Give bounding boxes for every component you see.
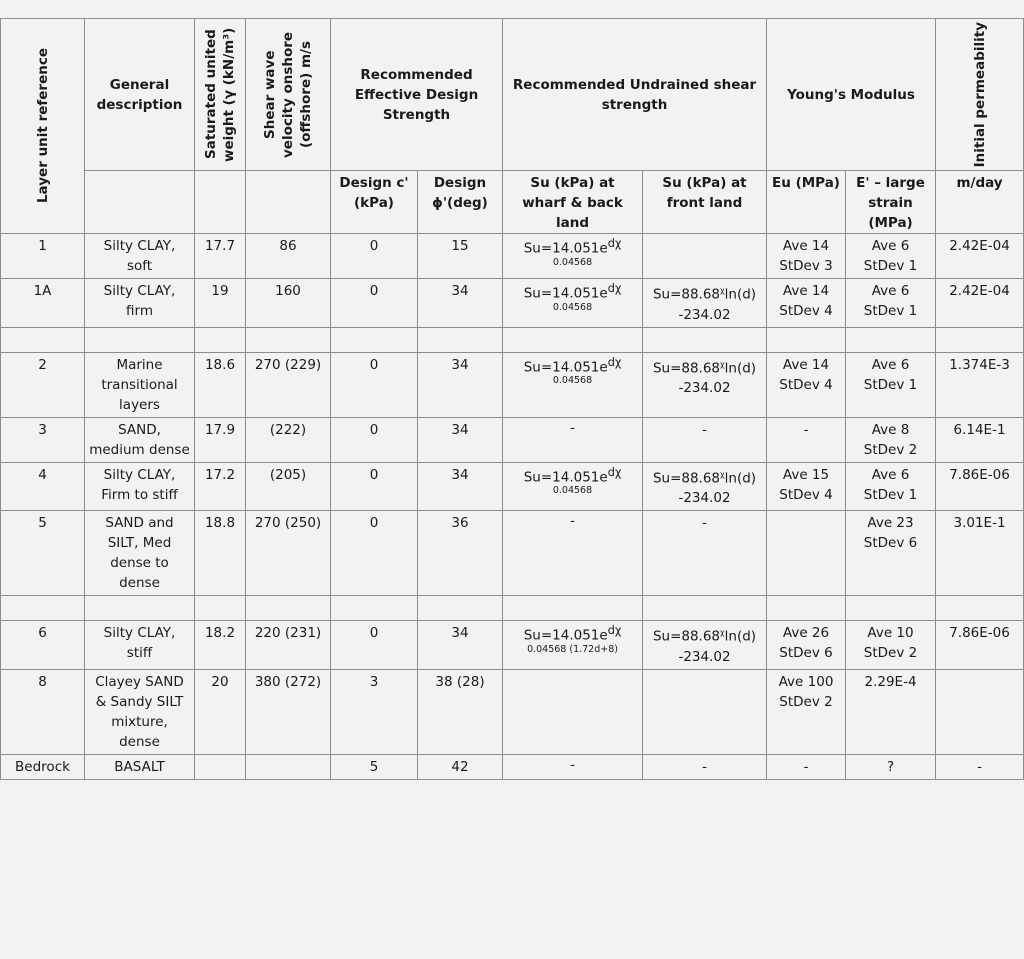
su-wharf-coefficient: 0.04568 — [552, 301, 593, 313]
cell-shear-wave: (222) — [246, 417, 331, 462]
cell-e-large: ? — [846, 754, 936, 779]
cell-su-front — [643, 417, 767, 462]
table-row — [1, 621, 1024, 670]
empty-cell — [936, 596, 1024, 621]
cell-su-front — [643, 669, 767, 754]
cell-design-phi: 36 — [418, 511, 503, 596]
cell-e-large: Ave 23 StDev 6 — [846, 511, 936, 596]
cell-su-front — [643, 754, 767, 779]
cell-su-front — [643, 511, 767, 596]
empty-cell — [195, 327, 246, 352]
cell-eu: Ave 15 StDev 4 — [767, 462, 846, 511]
cell-eu: Ave 26 StDev 6 — [767, 621, 846, 670]
cell-design-c: 0 — [331, 234, 418, 279]
subheader-perm-unit: m/day — [936, 171, 1024, 234]
su-wharf-exponent: dχ — [607, 237, 622, 250]
cell-permeability: 3.01E-1 — [936, 511, 1024, 596]
header-general-description: General description — [85, 19, 195, 171]
cell-su-wharf — [503, 669, 643, 754]
header-youngs-modulus: Young's Modulus — [767, 19, 936, 171]
empty-cell — [85, 596, 195, 621]
cell-su-front — [643, 352, 767, 417]
cell-design-phi: 42 — [418, 754, 503, 779]
cell-layer-ref: 2 — [1, 352, 85, 417]
empty-cell — [643, 327, 767, 352]
su-wharf-coefficient: 0.04568 — [552, 485, 593, 496]
su-wharf-formula: Su=14.051e — [523, 359, 608, 375]
su-wharf-coefficient: 0.04568 — [552, 375, 593, 386]
su-wharf-formula: - — [570, 419, 575, 436]
su-wharf-exponent: dχ — [607, 465, 622, 479]
cell-unit-weight: 20 — [195, 669, 246, 754]
header-effective-strength: Recommended Effective Design Strength — [331, 19, 503, 171]
cell-layer-ref: 3 — [1, 417, 85, 462]
su-front-exponent: χ — [720, 469, 725, 479]
cell-unit-weight: 17.2 — [195, 462, 246, 511]
empty-cell — [767, 327, 846, 352]
subheader-design-c: Design c' (kPa) — [331, 171, 418, 234]
cell-e-large: Ave 6 StDev 1 — [846, 234, 936, 279]
cell-shear-wave — [246, 754, 331, 779]
cell-su-wharf — [503, 621, 643, 670]
su-front-exponent: χ — [720, 286, 725, 295]
su-front-formula: - — [702, 758, 707, 775]
cell-layer-ref: 1A — [1, 279, 85, 328]
subheader-blank-shear — [246, 171, 331, 234]
cell-description: Marine transitional layers — [85, 352, 195, 417]
subheader-e-large: E' – large strain (MPa) — [846, 171, 936, 234]
su-front-exponent: χ — [720, 628, 725, 637]
cell-shear-wave: 86 — [246, 234, 331, 279]
cell-su-front — [643, 234, 767, 279]
su-wharf-exponent: dχ — [607, 355, 622, 369]
su-front-formula: - — [702, 421, 707, 438]
cell-eu: Ave 14 StDev 4 — [767, 279, 846, 328]
cell-design-phi: 34 — [418, 621, 503, 670]
cell-su-wharf — [503, 462, 643, 511]
cell-layer-ref: Bedrock — [1, 754, 85, 779]
empty-cell — [846, 596, 936, 621]
header-unit-weight: Saturated united weight (γ (kN/m³) — [195, 19, 246, 171]
su-wharf-exponent: dχ — [607, 282, 622, 295]
cell-shear-wave: (205) — [246, 462, 331, 511]
cell-su-front — [643, 279, 767, 328]
empty-cell — [331, 327, 418, 352]
empty-cell — [936, 327, 1024, 352]
cell-permeability: 7.86E-06 — [936, 462, 1024, 511]
table-row — [1, 279, 1024, 328]
cell-design-c: 0 — [331, 417, 418, 462]
soil-parameters-table-container — [0, 18, 1024, 780]
cell-unit-weight: 19 — [195, 279, 246, 328]
cell-e-large: Ave 10 StDev 2 — [846, 621, 936, 670]
cell-shear-wave: 270 (229) — [246, 352, 331, 417]
cell-shear-wave: 380 (272) — [246, 669, 331, 754]
cell-permeability — [936, 669, 1024, 754]
header-undrained-strength: Recommended Undrained shear strength — [503, 19, 767, 171]
cell-su-wharf — [503, 279, 643, 328]
cell-design-phi: 34 — [418, 352, 503, 417]
su-front-formula-tail: ln(d) -234.02 — [678, 628, 757, 665]
su-front-formula: Su=88.68 — [652, 628, 721, 645]
subheader-su-wharf: Su (kPa) at wharf & back land — [503, 171, 643, 234]
cell-permeability: 1.374E-3 — [936, 352, 1024, 417]
cell-su-wharf — [503, 417, 643, 462]
su-front-formula-tail: ln(d) -234.02 — [678, 360, 757, 396]
empty-cell — [418, 327, 503, 352]
header-permeability: Initial permeability — [936, 19, 1024, 171]
su-front-formula: Su=88.68 — [652, 286, 721, 303]
cell-design-c: 5 — [331, 754, 418, 779]
spacer-row — [1, 596, 1024, 621]
cell-layer-ref: 5 — [1, 511, 85, 596]
cell-description: Silty CLAY, soft — [85, 234, 195, 279]
cell-eu — [767, 511, 846, 596]
header-shear-wave: Shear wave velocity onshore (offshore) m/s — [246, 19, 331, 171]
su-wharf-exponent: dχ — [607, 624, 622, 637]
table-row — [1, 669, 1024, 754]
su-wharf-formula: Su=14.051e — [523, 240, 608, 257]
cell-design-c: 0 — [331, 511, 418, 596]
su-front-formula-tail: ln(d) -234.02 — [678, 470, 757, 506]
cell-layer-ref: 6 — [1, 621, 85, 670]
empty-cell — [418, 596, 503, 621]
cell-design-c: 0 — [331, 279, 418, 328]
cell-description: SAND, medium dense — [85, 417, 195, 462]
su-wharf-coefficient: 0.04568 — [552, 256, 593, 268]
su-front-formula-tail: ln(d) -234.02 — [678, 286, 757, 323]
cell-design-phi: 15 — [418, 234, 503, 279]
cell-e-large: Ave 8 StDev 2 — [846, 417, 936, 462]
cell-e-large: Ave 6 StDev 1 — [846, 462, 936, 511]
cell-su-front — [643, 621, 767, 670]
cell-unit-weight — [195, 754, 246, 779]
cell-su-wharf — [503, 352, 643, 417]
cell-layer-ref: 4 — [1, 462, 85, 511]
su-wharf-formula: Su=14.051e — [523, 627, 608, 644]
subheader-su-front: Su (kPa) at front land — [643, 171, 767, 234]
table-row — [1, 511, 1024, 596]
cell-permeability: - — [936, 754, 1024, 779]
table-row — [1, 352, 1024, 417]
cell-su-wharf — [503, 511, 643, 596]
cell-su-front — [643, 462, 767, 511]
cell-permeability: 7.86E-06 — [936, 621, 1024, 670]
table-row — [1, 462, 1024, 511]
spacer-row — [1, 327, 1024, 352]
cell-unit-weight: 18.8 — [195, 511, 246, 596]
table-row — [1, 234, 1024, 279]
cell-description: Silty CLAY, Firm to stiff — [85, 462, 195, 511]
empty-cell — [1, 596, 85, 621]
subheader-blank-weight — [195, 171, 246, 234]
table-row — [1, 754, 1024, 779]
su-front-exponent: χ — [720, 359, 725, 369]
empty-cell — [331, 596, 418, 621]
cell-su-wharf — [503, 234, 643, 279]
cell-design-c: 0 — [331, 462, 418, 511]
subheader-blank-desc — [85, 171, 195, 234]
empty-cell — [503, 596, 643, 621]
cell-eu: - — [767, 417, 846, 462]
cell-layer-ref: 8 — [1, 669, 85, 754]
su-front-formula: Su=88.68 — [652, 470, 721, 486]
cell-design-c: 3 — [331, 669, 418, 754]
cell-design-phi: 34 — [418, 279, 503, 328]
su-wharf-formula: Su=14.051e — [523, 285, 608, 302]
empty-cell — [643, 596, 767, 621]
su-wharf-coefficient: 0.04568 (1.72d+8) — [527, 643, 618, 655]
su-wharf-formula: - — [570, 513, 575, 529]
empty-cell — [1, 327, 85, 352]
cell-design-c: 0 — [331, 352, 418, 417]
cell-permeability: 2.42E-04 — [936, 234, 1024, 279]
su-front-formula: Su=88.68 — [652, 360, 721, 376]
cell-description: BASALT — [85, 754, 195, 779]
cell-permeability: 6.14E-1 — [936, 417, 1024, 462]
cell-eu: Ave 100 StDev 2 — [767, 669, 846, 754]
cell-design-phi: 34 — [418, 462, 503, 511]
su-front-formula: - — [702, 515, 707, 531]
empty-cell — [246, 327, 331, 352]
su-wharf-formula: Su=14.051e — [523, 469, 608, 485]
cell-unit-weight: 18.2 — [195, 621, 246, 670]
empty-cell — [195, 596, 246, 621]
cell-description: Clayey SAND & Sandy SILT mixture, dense — [85, 669, 195, 754]
table-row — [1, 417, 1024, 462]
cell-design-phi: 38 (28) — [418, 669, 503, 754]
cell-design-c: 0 — [331, 621, 418, 670]
empty-cell — [503, 327, 643, 352]
cell-layer-ref: 1 — [1, 234, 85, 279]
cell-unit-weight: 17.9 — [195, 417, 246, 462]
cell-shear-wave: 270 (250) — [246, 511, 331, 596]
cell-e-large: Ave 6 StDev 1 — [846, 279, 936, 328]
empty-cell — [767, 596, 846, 621]
cell-eu: Ave 14 StDev 4 — [767, 352, 846, 417]
su-wharf-formula: - — [570, 756, 575, 773]
cell-description: Silty CLAY, stiff — [85, 621, 195, 670]
cell-e-large: Ave 6 StDev 1 — [846, 352, 936, 417]
cell-unit-weight: 17.7 — [195, 234, 246, 279]
subheader-design-phi: Design ϕ'(deg) — [418, 171, 503, 234]
cell-unit-weight: 18.6 — [195, 352, 246, 417]
cell-design-phi: 34 — [418, 417, 503, 462]
cell-permeability: 2.42E-04 — [936, 279, 1024, 328]
cell-e-large: 2.29E-4 — [846, 669, 936, 754]
cell-description: SAND and SILT, Med dense to dense — [85, 511, 195, 596]
cell-eu: Ave 14 StDev 3 — [767, 234, 846, 279]
cell-description: Silty CLAY, firm — [85, 279, 195, 328]
empty-cell — [246, 596, 331, 621]
cell-shear-wave: 160 — [246, 279, 331, 328]
empty-cell — [85, 327, 195, 352]
cell-shear-wave: 220 (231) — [246, 621, 331, 670]
soil-parameters-table — [0, 18, 1024, 780]
subheader-eu: Eu (MPa) — [767, 171, 846, 234]
cell-su-wharf — [503, 754, 643, 779]
cell-eu: - — [767, 754, 846, 779]
empty-cell — [846, 327, 936, 352]
table-body — [1, 234, 1024, 780]
header-layer-ref: Layer unit reference — [1, 19, 85, 234]
